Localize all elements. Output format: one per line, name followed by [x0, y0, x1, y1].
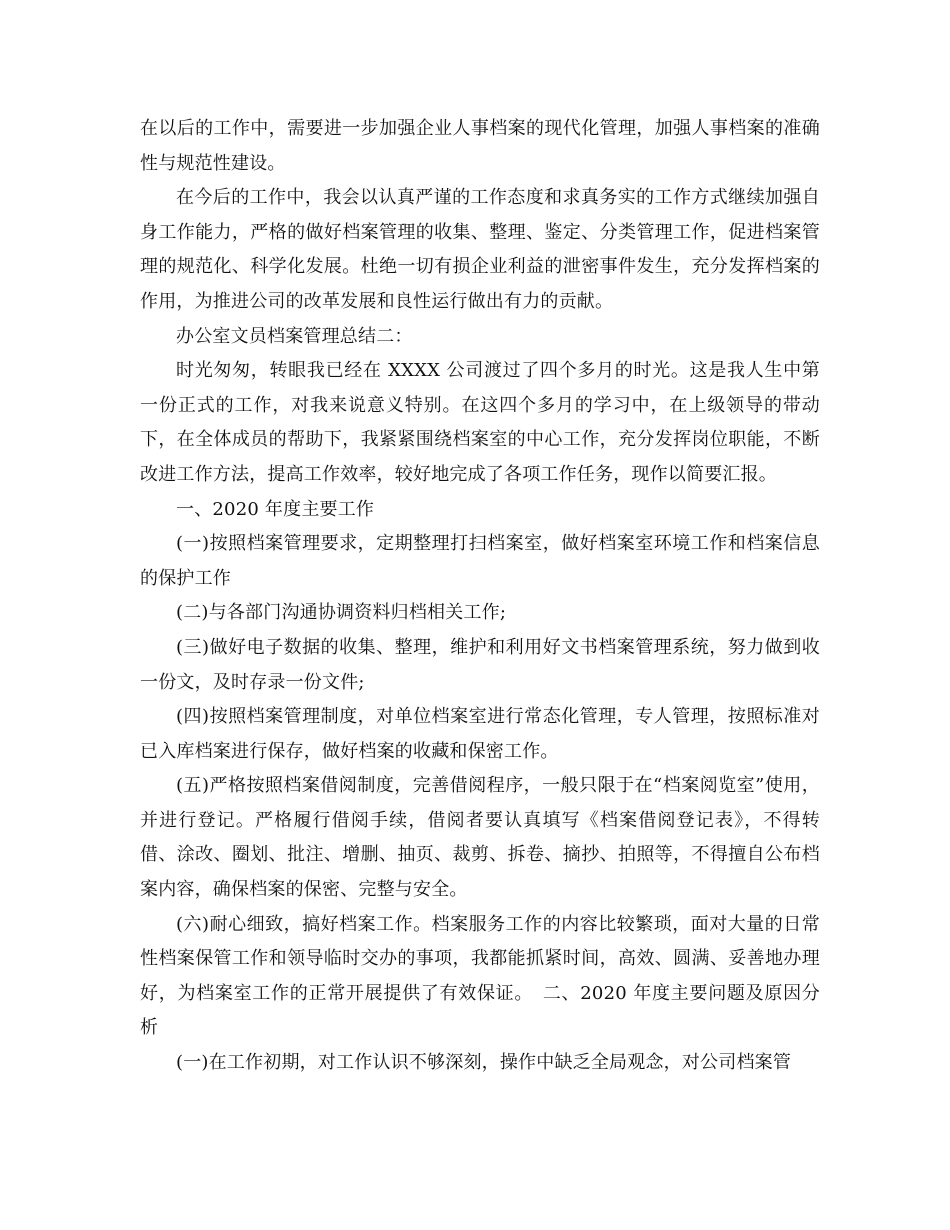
paragraph-continued: 在以后的工作中，需要进一步加强企业人事档案的现代化管理，加强人事档案的准确性与规范性建设。: [140, 118, 820, 174]
list-item-1: (一)按照档案管理要求，定期整理打扫档案室，做好档案室环境工作和档案信息的保护工作: [140, 533, 820, 589]
list-item-3: (三)做好电子数据的收集、整理，维护和利用好文书档案管理系统，努力做到收一份文，及时存录一份文件;: [140, 636, 820, 693]
list-item-4: (四)按照档案管理制度，对单位档案室进行常态化管理，专人管理，按照标准对已入库档案进行保存，做好档案的收藏和保密工作。: [140, 706, 820, 762]
paragraph-future-work: 在今后的工作中，我会以认真严谨的工作态度和求真务实的工作方式继续加强自身工作能力，严格的做好档案管理的收集、整理、鉴定、分类管理工作，促进档案管理的规范化、科学化发展。杜绝一切有损企业利益的泄密事件发生，充分发挥档案的作用，为推进公司的改革发展和良性运行做出有力的贡献。: [140, 187, 820, 312]
list-item-2: (二)与各部门沟通协调资料归档相关工作;: [176, 602, 507, 624]
list-item-5: (五)严格按照档案借阅制度，完善借阅程序，一般只限于在“档案阅览室”使用，并进行登记。严格履行借阅手续，借阅者要认真填写《档案借阅登记表》，不得转借、涂改、圈划、批注、增删、抽页、裁剪、拆卷、摘抄、拍照等，不得擅自公布档案内容，确保档案的保密、完整与安全。: [140, 775, 820, 901]
section-heading-main-work: 一、2020 年度主要工作: [176, 498, 375, 520]
section-heading-summary-two: 办公室文员档案管理总结二：: [176, 325, 413, 347]
document-body: [140, 112, 820, 1081]
list-item-6: (六)耐心细致，搞好档案工作。档案服务工作的内容比较繁琐，面对大量的日常性档案保管工作和领导临时交办的事项，我都能抓紧时间，高效、圆满、妥善地办理好，为档案室工作的正常开展提供了有效保证。 二、2020 年度主要问题及原因分析: [140, 913, 820, 1039]
problem-item-1: (一)在工作初期，对工作认识不够深刻，操作中缺乏全局观念，对公司档案管: [176, 1052, 792, 1074]
paragraph-intro: 时光匆匆，转眼我已经在 XXXX 公司渡过了四个多月的时光。这是我人生中第一份正式的工作，对我来说意义特别。在这四个多月的学习中，在上级领导的带动下，在全体成员的帮助下，我紧紧围绕档案室的中心工作，充分发挥岗位职能，不断改进工作方法，提高工作效率，较好地完成了各项工作任务，现作以简要汇报。: [140, 360, 820, 485]
